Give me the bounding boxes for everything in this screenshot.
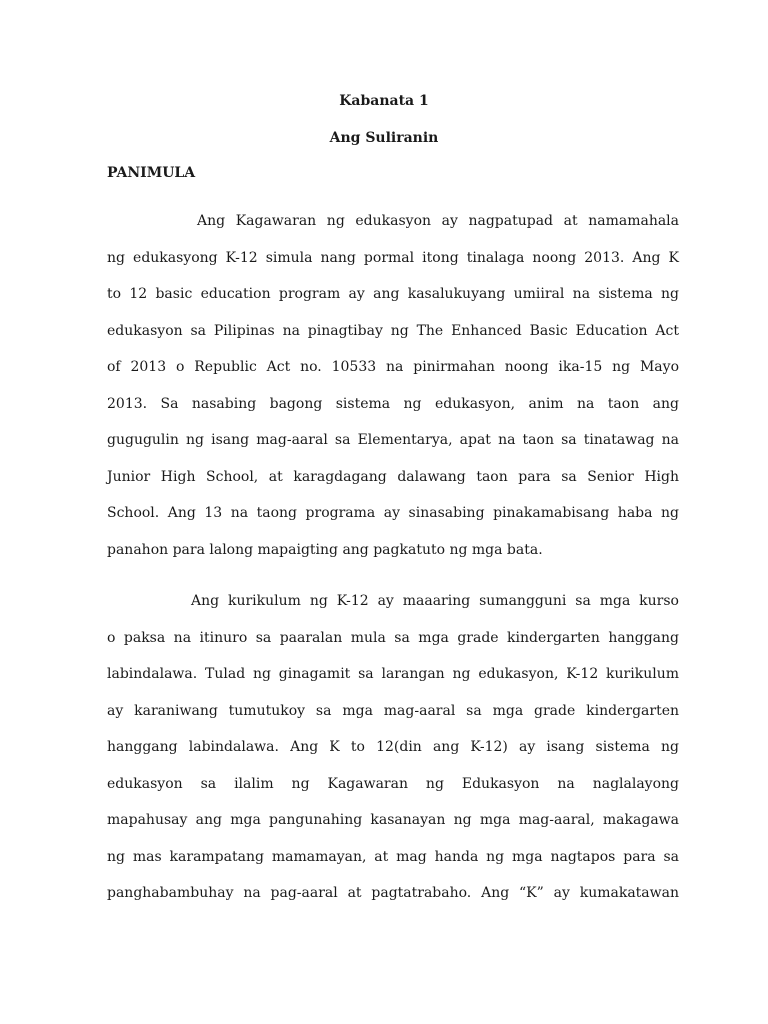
paragraph-line: ay karaniwang tumutukoy sa mga mag-aaral sa mga grade kindergarten [107, 702, 679, 719]
paragraph-line: edukasyon sa ilalim ng Kagawaran ng Edukasyon na naglalayong [107, 775, 679, 792]
paragraph-line: hanggang labindalawa. Ang K to 12(din ang K-12) ay isang sistema ng [107, 739, 679, 755]
paragraph-line: Ang kurikulum ng K-12 ay maaaring sumangguni sa mga kurso [191, 593, 679, 609]
paragraph-line: 2013. Sa nasabing bagong sistema ng edukasyon, anim na taon ang [107, 395, 679, 412]
paragraph-line: School. Ang 13 na taong programa ay sinasabing pinakamabisang haba ng [107, 505, 679, 521]
section-heading: PANIMULA [107, 165, 196, 181]
paragraph-line: Junior High School, at karagdagang dalawang taon para sa Senior High [107, 468, 679, 485]
paragraph-line: labindalawa. Tulad ng ginagamit sa larangan ng edukasyon, K-12 kurikulum [107, 666, 679, 682]
paragraph-line: of 2013 o Republic Act no. 10533 na pinirmahan noong ika-15 ng Mayo [107, 359, 679, 375]
paragraph-line: mapahusay ang mga pangunahing kasanayan ng mga mag-aaral, makagawa [107, 812, 679, 828]
paragraph [107, 589, 679, 918]
paragraph [107, 209, 679, 574]
paragraph-line: ng edukasyong K-12 simula nang pormal itong tinalaga noong 2013. Ang K [107, 249, 679, 266]
paragraph-line: ng mas karampatang mamamayan, at mag handa ng mga nagtapos para sa [107, 848, 679, 865]
paragraph-line: panahon para lalong mapaigting ang pagkatuto ng mga bata. [107, 541, 543, 558]
paragraph-line: o paksa na itinuro sa paaralan mula sa mga grade kindergarten hanggang [107, 629, 679, 646]
paragraph-line: Ang Kagawaran ng edukasyon ay nagpatupad at namamahala [197, 213, 679, 229]
chapter-label: Kabanata 1 [339, 93, 429, 109]
paragraph-line: gugugulin ng isang mag-aaral sa Elementarya, apat na taon sa tinatawag na [107, 432, 679, 448]
chapter-title: Ang Suliranin [329, 130, 439, 146]
paragraph-line: to 12 basic education program ay ang kasalukuyang umiiral na sistema ng [107, 286, 679, 302]
paragraph-line: edukasyon sa Pilipinas na pinagtibay ng The Enhanced Basic Education Act [107, 322, 679, 339]
paragraph-line: panghabambuhay na pag-aaral at pagtatrabaho. Ang “K” ay kumakatawan [107, 885, 679, 901]
